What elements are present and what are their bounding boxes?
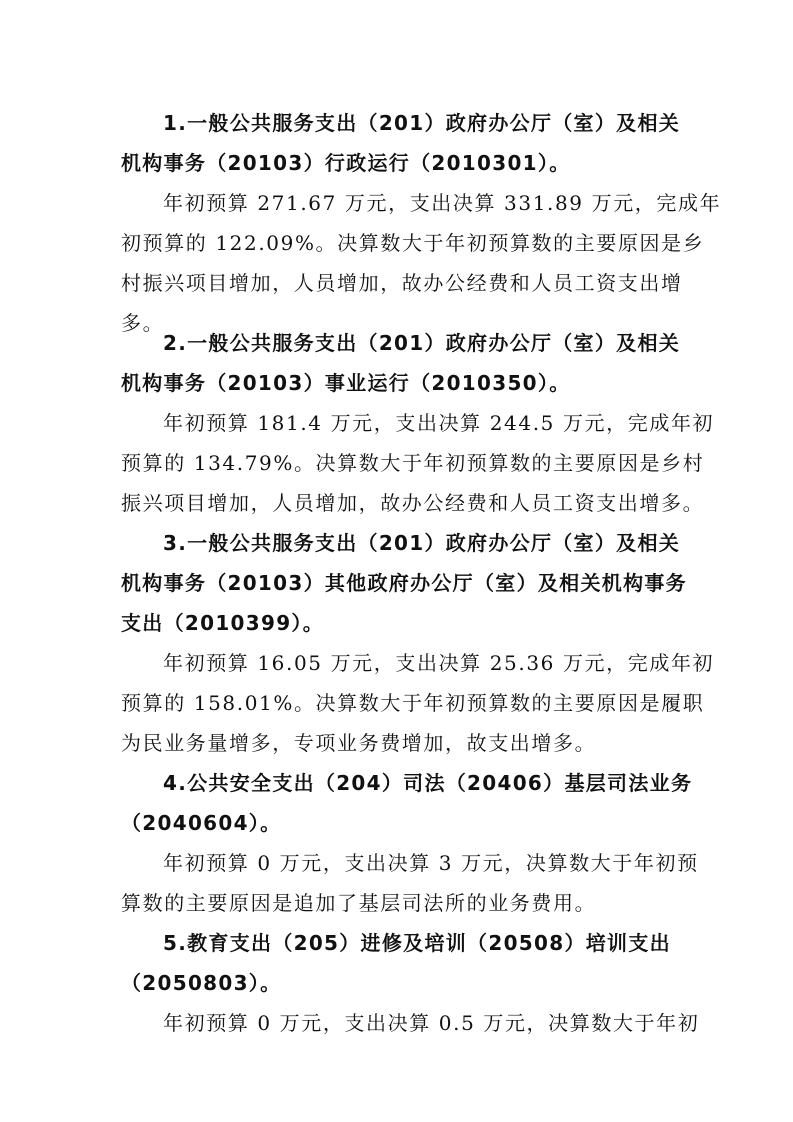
- section-1-body-line-3: 村振兴项目增加，人员增加，故办公经费和人员工资支出增: [121, 271, 683, 295]
- section-1-body-line-1: 年初预算 271.67 万元，支出决算 331.89 万元，完成年: [163, 191, 722, 215]
- section-5-heading-line-2: （2050803）。: [121, 971, 282, 995]
- section-2-heading-line-2: 机构事务（20103）事业运行（2010350）。: [121, 371, 571, 395]
- section-4-body-line-1: 年初预算 0 万元，支出决算 3 万元，决算数大于年初预: [163, 851, 699, 875]
- section-4-body-line-2: 算数的主要原因是追加了基层司法所的业务费用。: [121, 891, 597, 915]
- section-2-heading-line-1: 2.一般公共服务支出（201）政府办公厅（室）及相关: [163, 331, 681, 355]
- section-1-heading-line-1: 1.一般公共服务支出（201）政府办公厅（室）及相关: [163, 111, 681, 135]
- section-5-body-line-1: 年初预算 0 万元，支出决算 0.5 万元，决算数大于年初: [163, 1011, 700, 1035]
- section-2-body-line-3: 振兴项目增加，人员增加，故办公经费和人员工资支出增多。: [121, 491, 705, 515]
- section-4-heading-line-1: 4.公共安全支出（204）司法（20406）基层司法业务: [163, 771, 693, 795]
- section-2-body-line-1: 年初预算 181.4 万元，支出决算 244.5 万元，完成年初: [163, 411, 715, 435]
- section-3-body-line-2: 预算的 158.01%。决算数大于年初预算数的主要原因是履职: [121, 691, 705, 715]
- section-1-body-line-4: 多。: [121, 311, 165, 335]
- section-1-body-line-2: 初预算的 122.09%。决算数大于年初预算数的主要原因是乡: [121, 231, 705, 255]
- section-3-heading-line-2: 机构事务（20103）其他政府办公厅（室）及相关机构事务: [121, 571, 687, 595]
- section-1-heading-line-2: 机构事务（20103）行政运行（2010301）。: [121, 151, 571, 175]
- section-4-heading-line-2: （2040604）。: [121, 811, 282, 835]
- section-3-body-line-3: 为民业务量增多，专项业务费增加，故支出增多。: [121, 731, 597, 755]
- section-3-heading-line-1: 3.一般公共服务支出（201）政府办公厅（室）及相关: [163, 531, 681, 555]
- section-3-heading-line-3: 支出（2010399）。: [121, 611, 325, 635]
- section-3-body-line-1: 年初预算 16.05 万元，支出决算 25.36 万元，完成年初: [163, 651, 715, 675]
- section-5-heading-line-1: 5.教育支出（205）进修及培训（20508）培训支出: [163, 931, 671, 955]
- section-2-body-line-2: 预算的 134.79%。决算数大于年初预算数的主要原因是乡村: [121, 451, 705, 475]
